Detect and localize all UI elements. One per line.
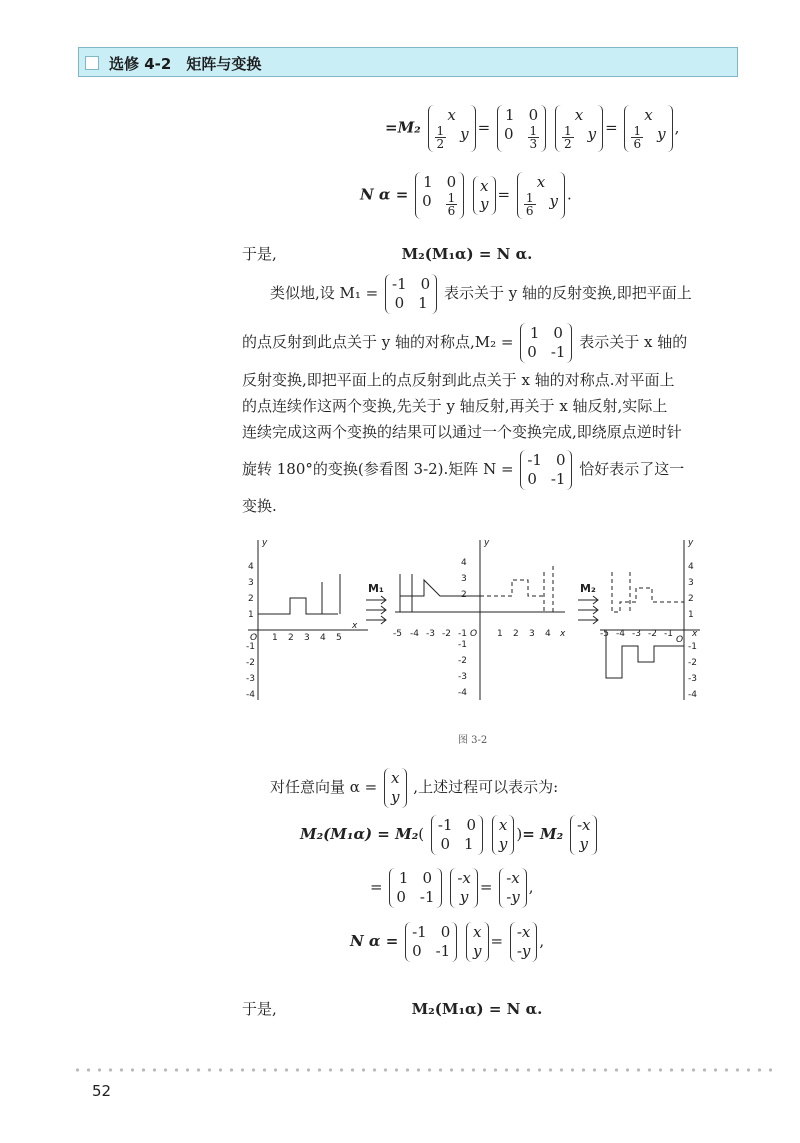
matrix-N-2: -1 0 0 -1 xyxy=(405,922,457,962)
matrix-M2-2: 1 0 0 -1 xyxy=(389,868,441,908)
matrix-M1-2: -1 0 0 1 xyxy=(431,815,483,855)
svg-text:-3: -3 xyxy=(246,674,255,684)
svg-text:4: 4 xyxy=(461,558,467,568)
svg-text:3: 3 xyxy=(529,629,535,639)
svg-text:-4: -4 xyxy=(458,688,467,698)
svg-text:2: 2 xyxy=(461,590,467,600)
svg-text:y: y xyxy=(262,538,268,548)
svg-text:-2: -2 xyxy=(648,629,657,639)
svg-text:1: 1 xyxy=(497,629,503,639)
svg-text:-4: -4 xyxy=(246,690,255,700)
vector-x-half-y: x $\frac{1}{2}$ y xyxy=(428,105,476,152)
svg-text:1: 1 xyxy=(248,610,254,620)
para2-line1: 对任意向量 α = x y ,上述过程可以表示为: xyxy=(270,769,559,806)
para1-line5: 连续完成这两个变换的结果可以通过一个变换完成,即绕原点逆时针 xyxy=(242,423,682,441)
svg-text:3: 3 xyxy=(461,574,467,584)
svg-text:y: y xyxy=(484,538,490,548)
svg-text:1: 1 xyxy=(272,633,278,643)
vector-xy-2: x y xyxy=(492,815,514,855)
equation-4: = 1 0 0 -1 -x y = -x -y , xyxy=(370,869,534,906)
svg-text:4: 4 xyxy=(248,562,254,572)
svg-text:-2: -2 xyxy=(688,658,697,668)
svg-text:-3: -3 xyxy=(688,674,697,684)
svg-text:y: y xyxy=(688,538,694,548)
footer-dotted-rule xyxy=(72,1068,772,1072)
svg-text:4: 4 xyxy=(688,562,694,572)
svg-text:-5: -5 xyxy=(393,629,402,639)
vector-xy-3: x y xyxy=(466,922,488,962)
svg-text:3: 3 xyxy=(248,578,254,588)
vector-negx-negy-2: -x -y xyxy=(510,922,538,962)
figure-caption: 图 3-2 xyxy=(458,735,488,746)
vector-xy: x y xyxy=(473,176,495,216)
page-number: 52 xyxy=(92,1082,112,1100)
svg-text:-3: -3 xyxy=(458,672,467,682)
svg-text:2: 2 xyxy=(513,629,519,639)
para1-line3: 反射变换,即把平面上的点反射到此点关于 x 轴的对称点.对平面上 xyxy=(242,371,675,389)
line-yushi-1: 于是, M₂(M₁α) = N α. xyxy=(242,245,533,263)
vector-x-sixth-y: x $\frac{1}{6}$ y xyxy=(624,105,672,152)
svg-text:x: x xyxy=(352,621,358,631)
svg-text:O: O xyxy=(676,635,684,645)
svg-text:1: 1 xyxy=(688,610,694,620)
equation-1: =M₂ x $\frac{1}{2}$ y = 1 0 0 $\frac{1}{3}$ x $\frac{1}{2}$ y = x $\frac{1}{6}$ y , xyxy=(385,106,680,152)
vector-alpha: x y xyxy=(384,768,406,808)
svg-text:-1: -1 xyxy=(246,642,255,652)
para1-line1: 类似地,设 M₁ = -1 0 0 1 表示关于 y 轴的反射变换,即把平面上 xyxy=(270,275,692,312)
para1-line7: 变换. xyxy=(242,497,277,515)
equation-3: M₂(M₁α) = M₂( -1 0 0 1 x y )= M₂ -x y xyxy=(300,815,599,855)
svg-text:x: x xyxy=(692,629,698,639)
para1-line4: 的点连续作这两个变换,先关于 y 轴反射,再关于 x 轴反射,实际上 xyxy=(242,397,668,415)
svg-text:-3: -3 xyxy=(426,629,435,639)
matrix-M2: 1 0 0 -1 xyxy=(520,323,572,363)
svg-text:-1: -1 xyxy=(664,629,673,639)
svg-text:4: 4 xyxy=(545,629,551,639)
svg-text:-4: -4 xyxy=(616,629,625,639)
equation-5: N α = -1 0 0 -1 x y = -x -y , xyxy=(350,923,545,960)
vector-x-sixth-y-2: x $\frac{1}{6}$ y xyxy=(517,172,565,219)
para1-line2: 的点反射到此点关于 y 轴的对称点,M₂ = 1 0 0 -1 表示关于 x 轴的 xyxy=(242,324,688,361)
svg-text:-5: -5 xyxy=(600,629,609,639)
svg-text:-2: -2 xyxy=(458,656,467,666)
svg-text:-1: -1 xyxy=(458,629,467,639)
matrix-N: -1 0 0 -1 xyxy=(520,450,572,490)
svg-text:2: 2 xyxy=(248,594,254,604)
svg-text:O: O xyxy=(250,633,258,643)
matrix-M1: -1 0 0 1 xyxy=(385,274,437,314)
svg-text:-2: -2 xyxy=(246,658,255,668)
vector-negx-y-2: -x y xyxy=(450,868,478,908)
svg-text:O: O xyxy=(470,629,478,639)
svg-text:-1: -1 xyxy=(458,640,467,650)
panel1-shape xyxy=(258,582,338,614)
arrow-label-M2: M₂ xyxy=(580,582,596,595)
vector-x-half-y-2: x $\frac{1}{2}$ y xyxy=(555,105,603,152)
svg-text:2: 2 xyxy=(288,633,294,643)
svg-text:-3: -3 xyxy=(632,629,641,639)
arrow-label-M1: M₁ xyxy=(368,582,384,595)
vector-negx-y: -x y xyxy=(570,815,598,855)
svg-text:5: 5 xyxy=(336,633,342,643)
svg-text:x: x xyxy=(560,629,566,639)
svg-text:-2: -2 xyxy=(442,629,451,639)
svg-text:-1: -1 xyxy=(688,642,697,652)
matrix-1-0-0-third: 1 0 0 $\frac{1}{3}$ xyxy=(497,105,546,152)
equation-2: N α = 1 0 0 $\frac{1}{6}$ x y = x $\frac{1}{6}$ y . xyxy=(360,173,572,219)
vector-negx-negy: -x -y xyxy=(499,868,527,908)
svg-text:-4: -4 xyxy=(410,629,419,639)
para1-line6: 旋转 180°的变换(参看图 3-2).矩阵 N = -1 0 0 -1 恰好表示了这一 xyxy=(242,451,685,488)
svg-text:-4: -4 xyxy=(688,690,697,700)
header-title: 选修 4-2 矩阵与变换 xyxy=(109,55,262,73)
svg-text:2: 2 xyxy=(688,594,694,604)
svg-text:3: 3 xyxy=(688,578,694,588)
svg-text:4: 4 xyxy=(320,633,326,643)
matrix-N-scale: 1 0 0 $\frac{1}{6}$ xyxy=(415,172,464,219)
svg-text:3: 3 xyxy=(304,633,310,643)
line-yushi-2: 于是, M₂(M₁α) = N α. xyxy=(242,1000,543,1018)
